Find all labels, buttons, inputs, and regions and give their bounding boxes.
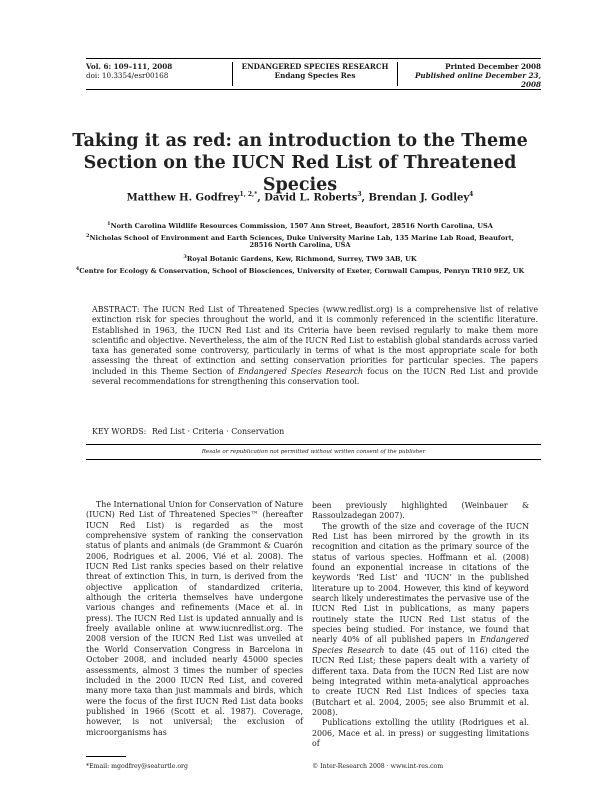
email-footnote: *Email: mgodfrey@seaturtle.org xyxy=(86,763,188,770)
paragraph-text: The growth of the size and coverage of the IUCN Red List has been mirrored by the growth in its recognition and citation as the primary source of the status of various species. Hoffmann et al. (2008) found an exponential increase in citations of the keywords ‘Red List’ and ‘IUCN’ in the published literature up to 2004. However, this kind of keyword search likely underestimates the pervasive use of the IUCN Red List in publications, as many papers routinely state the IUCN Red List status of the species being studied. For instance, we found that nearly 40% of all published papers in xyxy=(312,521,529,645)
doi: doi: 10.3354/esr00168 xyxy=(86,71,169,80)
author-1-sup: 1, 2,* xyxy=(239,191,258,198)
printed-date: Printed December 2008 xyxy=(445,62,541,71)
author-3-sup: 4 xyxy=(469,191,474,198)
paragraph: Publications extolling the utility (Rodrigues et al. 2006, Mace et al. in press) or suggesting limitations of xyxy=(312,718,529,748)
journal-abbrev: Endang Species Res xyxy=(274,71,356,80)
affiliation-1 xyxy=(70,220,530,231)
keywords xyxy=(92,427,538,436)
paragraph: been previously highlighted (Weinbauer & Rassoulzadegan 2007). xyxy=(312,501,529,521)
author-3: Brendan J. Godley xyxy=(368,192,470,204)
affiliation-text: North Carolina Wildlife Resources Commission, 1507 Ann Street, Beaufort, 28516 North Carolina, USA xyxy=(110,222,493,231)
volume-pages: Vol. 6: 109–111, 2008 xyxy=(86,62,173,71)
abstract-text-end: focus on the IUCN Red List and provide several recommendations for strengthening this conservation tool. xyxy=(92,366,538,387)
volume-info xyxy=(86,62,226,80)
body-column-1 xyxy=(86,500,303,738)
author-list: Matthew H. Godfrey$^{1, 2,*}$, David L. Roberts$^3$, Brendan J. Godley$^4$ xyxy=(126,191,474,204)
online-date: Published online December 23, 2008 xyxy=(414,71,541,89)
affiliation-sup: 2 xyxy=(86,233,90,239)
journal-name-inline: Endangered Species Research xyxy=(312,635,529,655)
affiliation-sup: 3 xyxy=(183,254,187,260)
author-1: Matthew H. Godfrey xyxy=(126,192,240,204)
copyright-notice: © Inter-Research 2008 · www.int-res.com xyxy=(312,763,444,770)
journal-name xyxy=(232,62,398,86)
abstract-journal-name: Endangered Species Research xyxy=(238,366,364,376)
affiliation-3 xyxy=(70,253,530,264)
divider xyxy=(86,444,541,445)
resale-notice: Resale or republication not permitted without written consent of the publisher xyxy=(201,449,426,455)
abstract xyxy=(92,305,538,387)
affiliation-sup: 4 xyxy=(75,266,80,272)
paragraph: The International Union for Conservation of Nature (IUCN) Red List of Threatened Species™ (hereafter IUCN Red List) is regarded as the most comprehensive system of ranking the conservation status of plants and animals (de Grammont & Cuarón 2006, Rodrigues et al. 2006, Vié et al. 2008). The IUCN Red List ranks species based on their relative threat of extinction This, in turn, is derived from the objective application of standardized criteria, although the criteria themselves have undergone various changes and refinements (Mace et al. in press). The IUCN Red List is updated annually and is freely available online at www.iucnredlist.org. The 2008 version of the IUCN Red List was unveiled at the World Conservation Congress in Barcelona in October 2008, and included nearly 45000 species assessments, almost 3 times the number of species included in the 2000 IUCN Red List, and covered many more taxa than just mammals and birds, which were the focus of the first IUCN Red List data books published in 1966 (Scott et al. 1987). Coverage, however, is not universal; the exclusion of microorganisms has xyxy=(86,500,303,737)
abstract-text: ABSTRACT: The IUCN Red List of Threatened Species (www.redlist.org) is a comprehensive list of relative extinction risk for species throughout the world, and it is commonly referenced in the scientific literature. Established in 1963, the IUCN Red List and its Criteria have been revised regularly to make them more scientific and objective. Nevertheless, the aim of the IUCN Red List to establish global standards across varied taxa has generated some controversy, particularly in terms of what is the most appropriate scale for both assessing the threat of extinction and setting conservation priorities for particular species. The papers included in this Theme Section of xyxy=(92,305,538,376)
affiliation-text: Royal Botanic Gardens, Kew, Richmond, Surrey, TW9 3AB, UK xyxy=(186,255,417,264)
divider xyxy=(86,459,541,460)
paragraph xyxy=(312,522,529,719)
footnote-rule xyxy=(86,756,126,757)
journal-title: ENDANGERED SPECIES RESEARCH xyxy=(241,62,389,71)
author-2: David L. Roberts xyxy=(264,192,358,204)
keywords-text: Red List · Criteria · Conservation xyxy=(151,427,285,436)
affiliation-text: 28516 North Carolina, USA xyxy=(249,241,351,249)
body-column-2 xyxy=(312,501,529,749)
paragraph-text: to date (45 out of 116) cited the IUCN Red List; these papers dealt with a variety of different taxa. Data from the IUCN Red List are now being integrated within meta-analytical approaches to create IUCN Red List Indices of species taxa (Butchart et al. 2004, 2005; see also Brummit et al. 2008). xyxy=(312,645,529,717)
title-line-2: Section on the IUCN Red List of Threatened Species xyxy=(83,153,517,195)
title-line-1: Taking it as red: an introduction to the Theme xyxy=(72,131,528,151)
journal-header xyxy=(86,58,541,90)
keywords-label: KEY WORDS: xyxy=(92,427,147,436)
article-title xyxy=(60,130,540,196)
affiliation-4 xyxy=(70,265,530,276)
author-2-sup: 3 xyxy=(357,191,362,198)
affiliation-2-cont xyxy=(70,241,530,250)
affiliation-text: Nicholas School of Environment and Earth Sciences, Duke University Marine Lab, 135 Marine Lab Road, Beaufort, xyxy=(89,234,514,243)
affiliation-text: Centre for Ecology & Conservation, School of Biosciences, University of Exeter, Cornwall Campus, Penryn TR10 9EZ, UK xyxy=(79,267,525,276)
publication-dates xyxy=(401,62,541,89)
affiliation-sup: 1 xyxy=(107,221,111,227)
